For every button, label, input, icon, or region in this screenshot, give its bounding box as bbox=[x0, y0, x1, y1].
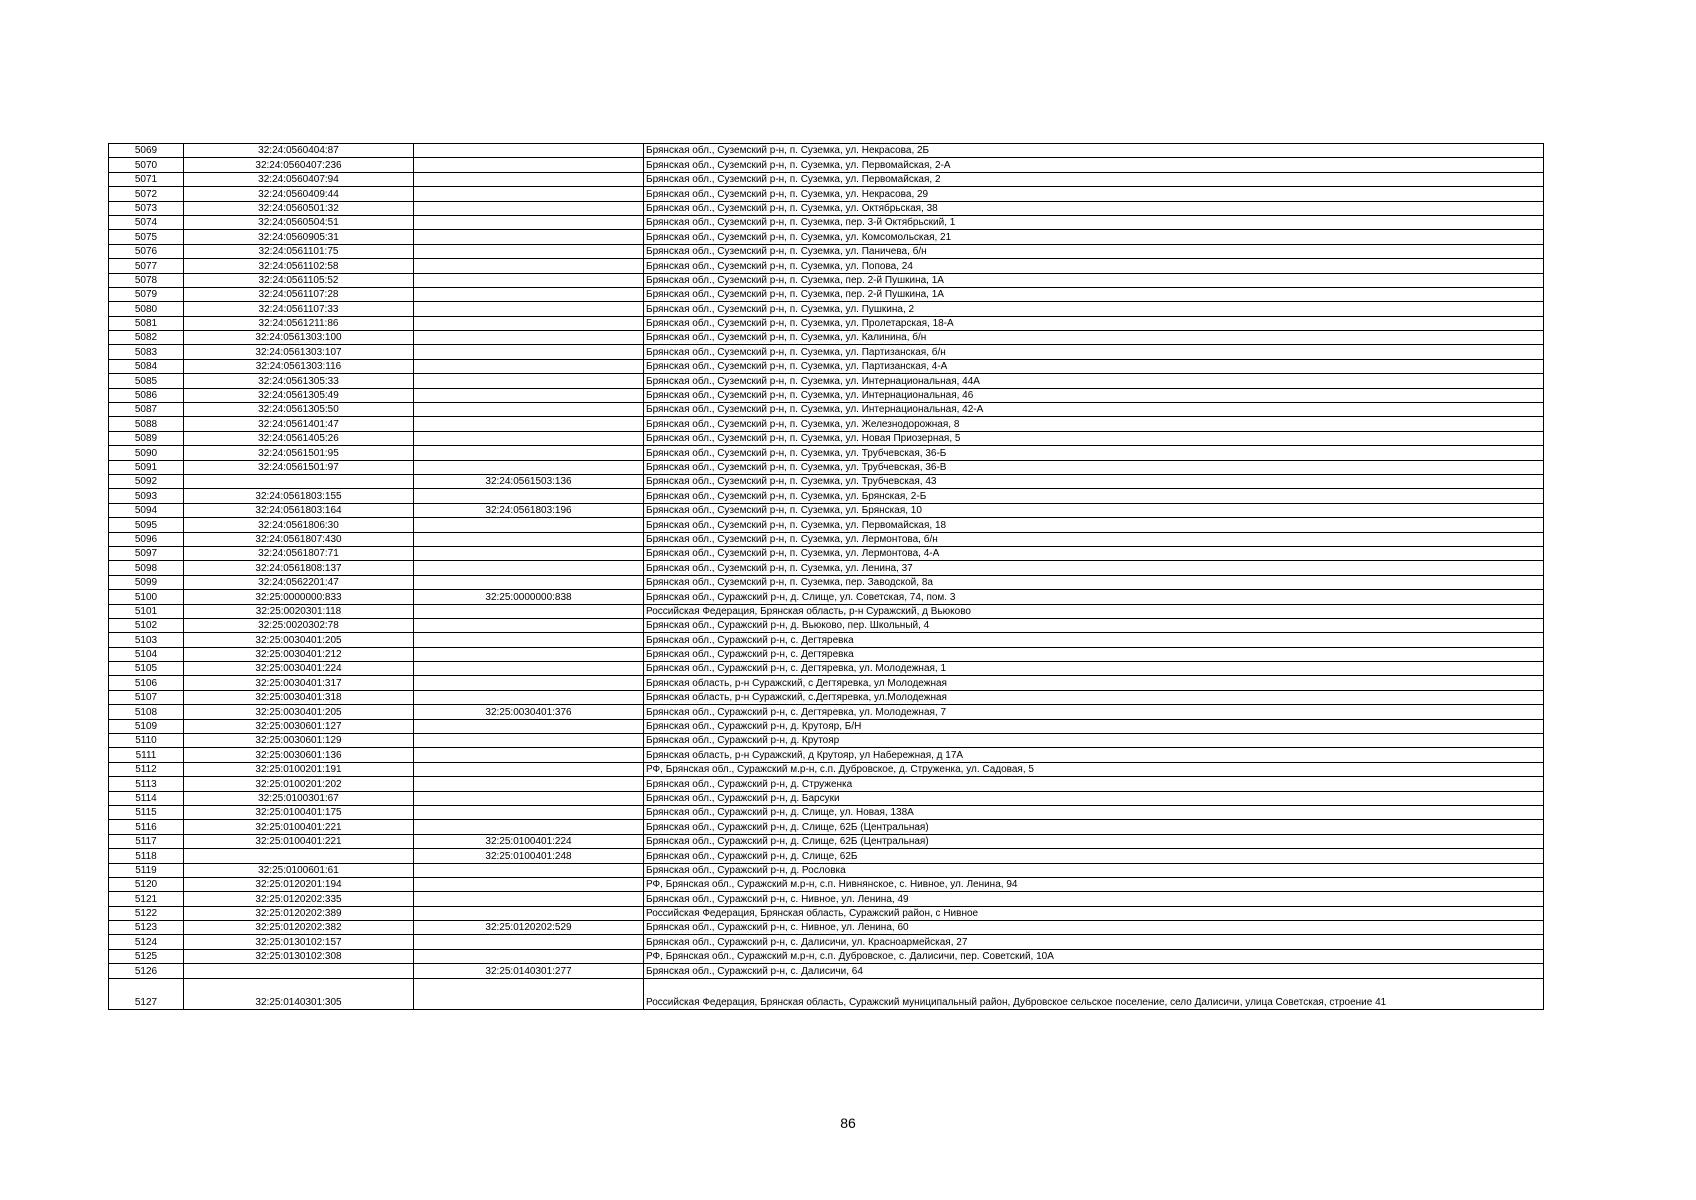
table-row bbox=[109, 604, 1544, 618]
table-row bbox=[109, 144, 1544, 158]
table-row bbox=[109, 474, 1544, 488]
row-number-cell: 5095 bbox=[109, 518, 184, 532]
related-cadastral-number-cell bbox=[414, 791, 644, 805]
page-number: 86 bbox=[840, 1115, 856, 1131]
row-number-cell: 5107 bbox=[109, 690, 184, 704]
address-cell: Брянская обл., Суземский р-н, п. Суземка, ул. Новая Приозерная, 5 bbox=[644, 431, 1544, 445]
row-number-cell: 5100 bbox=[109, 590, 184, 604]
address-cell: Брянская обл., Суземский р-н, п. Суземка, ул. Партизанская, б/н bbox=[644, 345, 1544, 359]
table-row bbox=[109, 273, 1544, 287]
related-cadastral-number-cell: 32:25:0000000:838 bbox=[414, 590, 644, 604]
table-row bbox=[109, 949, 1544, 963]
related-cadastral-number-cell bbox=[414, 144, 644, 158]
table-row bbox=[109, 575, 1544, 589]
cadastral-number-cell: 32:24:0560409:44 bbox=[184, 187, 414, 201]
address-cell: Брянская обл., Суземский р-н, п. Суземка, ул. Брянская, 2-Б bbox=[644, 489, 1544, 503]
row-number-cell: 5111 bbox=[109, 748, 184, 762]
related-cadastral-number-cell bbox=[414, 906, 644, 920]
related-cadastral-number-cell bbox=[414, 388, 644, 402]
related-cadastral-number-cell bbox=[414, 777, 644, 791]
row-number-cell: 5084 bbox=[109, 359, 184, 373]
row-number-cell: 5103 bbox=[109, 633, 184, 647]
table-row bbox=[109, 503, 1544, 517]
row-number-cell: 5116 bbox=[109, 820, 184, 834]
table-row bbox=[109, 302, 1544, 316]
address-cell: Брянская обл., Суземский р-н, п. Суземка, ул. Партизанская, 4-А bbox=[644, 359, 1544, 373]
related-cadastral-number-cell bbox=[414, 820, 644, 834]
address-cell: Брянская обл., Суземский р-н, п. Суземка, ул. Некрасова, 29 bbox=[644, 187, 1544, 201]
address-cell: Брянская обл., Суражский р-н, д. Барсуки bbox=[644, 791, 1544, 805]
related-cadastral-number-cell bbox=[414, 518, 644, 532]
cadastral-number-cell: 32:25:0100401:175 bbox=[184, 805, 414, 819]
related-cadastral-number-cell bbox=[414, 949, 644, 963]
table-body bbox=[109, 144, 1544, 1010]
cadastral-number-cell: 32:25:0120201:194 bbox=[184, 877, 414, 891]
table-row bbox=[109, 388, 1544, 402]
cadastral-number-cell: 32:24:0561501:95 bbox=[184, 446, 414, 460]
address-cell: Брянская обл., Суземский р-н, п. Суземка, ул. Пролетарская, 18-А bbox=[644, 316, 1544, 330]
cadastral-number-cell: 32:24:0561401:47 bbox=[184, 417, 414, 431]
related-cadastral-number-cell bbox=[414, 748, 644, 762]
related-cadastral-number-cell bbox=[414, 892, 644, 906]
row-number-cell: 5088 bbox=[109, 417, 184, 431]
cadastral-number-cell: 32:24:0561107:28 bbox=[184, 287, 414, 301]
related-cadastral-number-cell: 32:25:0100401:248 bbox=[414, 849, 644, 863]
table-row bbox=[109, 460, 1544, 474]
cadastral-number-cell: 32:25:0020302:78 bbox=[184, 618, 414, 632]
row-number-cell: 5082 bbox=[109, 331, 184, 345]
address-cell: Брянская обл., Суземский р-н, п. Суземка, ул. Трубчевская, 43 bbox=[644, 474, 1544, 488]
cadastral-number-cell bbox=[184, 964, 414, 978]
cadastral-number-cell: 32:24:0561501:97 bbox=[184, 460, 414, 474]
row-number-cell: 5086 bbox=[109, 388, 184, 402]
address-cell: Брянская обл., Суражский р-н, д. Рословка bbox=[644, 863, 1544, 877]
table-row bbox=[109, 762, 1544, 776]
cadastral-number-cell: 32:24:0561405:26 bbox=[184, 431, 414, 445]
cadastral-number-cell: 32:24:0562201:47 bbox=[184, 575, 414, 589]
cadastral-number-cell: 32:24:0561303:100 bbox=[184, 331, 414, 345]
table-row bbox=[109, 748, 1544, 762]
row-number-cell: 5083 bbox=[109, 345, 184, 359]
table-row bbox=[109, 187, 1544, 201]
address-cell: Брянская обл., Суземский р-н, п. Суземка, ул. Пушкина, 2 bbox=[644, 302, 1544, 316]
related-cadastral-number-cell bbox=[414, 647, 644, 661]
cadastral-number-cell bbox=[184, 849, 414, 863]
related-cadastral-number-cell bbox=[414, 230, 644, 244]
table-row bbox=[109, 705, 1544, 719]
cadastral-number-cell: 32:25:0120202:335 bbox=[184, 892, 414, 906]
row-number-cell: 5104 bbox=[109, 647, 184, 661]
row-number-cell: 5091 bbox=[109, 460, 184, 474]
address-cell: Брянская обл., Суражский р-н, д. Слище, 62Б (Центральная) bbox=[644, 820, 1544, 834]
related-cadastral-number-cell bbox=[414, 604, 644, 618]
cadastral-number-cell: 32:25:0100201:191 bbox=[184, 762, 414, 776]
address-cell: РФ, Брянская обл., Суражский м.р-н, с.п. Дубровское, д. Струженка, ул. Садовая, 5 bbox=[644, 762, 1544, 776]
property-table-container bbox=[108, 143, 1543, 1010]
row-number-cell: 5077 bbox=[109, 259, 184, 273]
address-cell: РФ, Брянская обл., Суражский м.р-н, с.п. Дубровское, с. Далисичи, пер. Советский, 10А bbox=[644, 949, 1544, 963]
row-number-cell: 5124 bbox=[109, 935, 184, 949]
table-row bbox=[109, 892, 1544, 906]
cadastral-number-cell: 32:24:0561806:30 bbox=[184, 518, 414, 532]
table-row bbox=[109, 259, 1544, 273]
table-row bbox=[109, 546, 1544, 560]
cadastral-number-cell: 32:25:0020301:118 bbox=[184, 604, 414, 618]
row-number-cell: 5108 bbox=[109, 705, 184, 719]
cadastral-number-cell: 32:25:0100201:202 bbox=[184, 777, 414, 791]
cadastral-number-cell: 32:24:0560407:236 bbox=[184, 158, 414, 172]
related-cadastral-number-cell bbox=[414, 662, 644, 676]
row-number-cell: 5080 bbox=[109, 302, 184, 316]
row-number-cell: 5089 bbox=[109, 431, 184, 445]
table-row bbox=[109, 734, 1544, 748]
table-row bbox=[109, 215, 1544, 229]
address-cell: Брянская обл., Суражский р-н, с. Нивное, ул. Ленина, 49 bbox=[644, 892, 1544, 906]
table-row bbox=[109, 906, 1544, 920]
address-cell: Брянская обл., Суземский р-н, п. Суземка, ул. Железнодорожная, 8 bbox=[644, 417, 1544, 431]
row-number-cell: 5072 bbox=[109, 187, 184, 201]
related-cadastral-number-cell: 32:25:0140301:277 bbox=[414, 964, 644, 978]
cadastral-number-cell: 32:24:0561807:71 bbox=[184, 546, 414, 560]
related-cadastral-number-cell bbox=[414, 215, 644, 229]
row-number-cell: 5121 bbox=[109, 892, 184, 906]
address-cell: Брянская обл., Суражский р-н, д. Крутояр, Б/Н bbox=[644, 719, 1544, 733]
table-row bbox=[109, 489, 1544, 503]
cadastral-number-cell: 32:24:0560501:32 bbox=[184, 201, 414, 215]
row-number-cell: 5081 bbox=[109, 316, 184, 330]
row-number-cell: 5105 bbox=[109, 662, 184, 676]
row-number-cell: 5109 bbox=[109, 719, 184, 733]
related-cadastral-number-cell bbox=[414, 316, 644, 330]
address-cell: Брянская обл., Суземский р-н, п. Суземка, пер. 3-й Октябрьский, 1 bbox=[644, 215, 1544, 229]
related-cadastral-number-cell bbox=[414, 302, 644, 316]
row-number-cell: 5087 bbox=[109, 403, 184, 417]
row-number-cell: 5097 bbox=[109, 546, 184, 560]
row-number-cell: 5118 bbox=[109, 849, 184, 863]
related-cadastral-number-cell bbox=[414, 546, 644, 560]
address-cell: Брянская обл., Суземский р-н, п. Суземка, пер. 2-й Пушкина, 1А bbox=[644, 287, 1544, 301]
cadastral-number-cell: 32:24:0561808:137 bbox=[184, 561, 414, 575]
row-number-cell: 5101 bbox=[109, 604, 184, 618]
related-cadastral-number-cell bbox=[414, 575, 644, 589]
cadastral-number-cell: 32:25:0030601:136 bbox=[184, 748, 414, 762]
row-number-cell: 5102 bbox=[109, 618, 184, 632]
cadastral-number-cell: 32:24:0561107:33 bbox=[184, 302, 414, 316]
cadastral-number-cell: 32:25:0030401:205 bbox=[184, 633, 414, 647]
row-number-cell: 5071 bbox=[109, 172, 184, 186]
related-cadastral-number-cell bbox=[414, 489, 644, 503]
cadastral-number-cell: 32:25:0140301:305 bbox=[184, 978, 414, 1009]
address-cell: Брянская обл., Суражский р-н, с. Дегтяревка, ул. Молодежная, 1 bbox=[644, 662, 1544, 676]
table-row bbox=[109, 863, 1544, 877]
cadastral-number-cell: 32:24:0560504:51 bbox=[184, 215, 414, 229]
table-row bbox=[109, 158, 1544, 172]
address-cell: Брянская обл., Суземский р-н, п. Суземка, ул. Некрасова, 2Б bbox=[644, 144, 1544, 158]
address-cell: Брянская обл., Суземский р-н, п. Суземка, ул. Интернациональная, 42-А bbox=[644, 403, 1544, 417]
cadastral-number-cell bbox=[184, 474, 414, 488]
cadastral-number-cell: 32:24:0560404:87 bbox=[184, 144, 414, 158]
cadastral-number-cell: 32:25:0030601:129 bbox=[184, 734, 414, 748]
row-number-cell: 5117 bbox=[109, 834, 184, 848]
address-cell: Брянская обл., Суземский р-н, п. Суземка, пер. Заводской, 8а bbox=[644, 575, 1544, 589]
address-cell: Брянская обл., Суражский р-н, с. Дегтяревка bbox=[644, 633, 1544, 647]
address-cell: Брянская область, р-н Суражский, д Крутояр, ул Набережная, д 17А bbox=[644, 748, 1544, 762]
table-row bbox=[109, 719, 1544, 733]
related-cadastral-number-cell bbox=[414, 345, 644, 359]
row-number-cell: 5114 bbox=[109, 791, 184, 805]
row-number-cell: 5070 bbox=[109, 158, 184, 172]
row-number-cell: 5092 bbox=[109, 474, 184, 488]
address-cell: Брянская обл., Суземский р-н, п. Суземка, ул. Лермонтова, 4-А bbox=[644, 546, 1544, 560]
related-cadastral-number-cell bbox=[414, 201, 644, 215]
row-number-cell: 5093 bbox=[109, 489, 184, 503]
related-cadastral-number-cell bbox=[414, 676, 644, 690]
cadastral-number-cell: 32:25:0130102:157 bbox=[184, 935, 414, 949]
cadastral-number-cell: 32:24:0561305:50 bbox=[184, 403, 414, 417]
related-cadastral-number-cell: 32:25:0120202:529 bbox=[414, 921, 644, 935]
address-cell: Российская Федерация, Брянская область, р-н Суражский, д Вьюково bbox=[644, 604, 1544, 618]
related-cadastral-number-cell: 32:25:0100401:224 bbox=[414, 834, 644, 848]
row-number-cell: 5113 bbox=[109, 777, 184, 791]
cadastral-number-cell: 32:25:0030401:224 bbox=[184, 662, 414, 676]
related-cadastral-number-cell bbox=[414, 978, 644, 1009]
related-cadastral-number-cell bbox=[414, 403, 644, 417]
row-number-cell: 5123 bbox=[109, 921, 184, 935]
related-cadastral-number-cell bbox=[414, 935, 644, 949]
table-row bbox=[109, 849, 1544, 863]
address-cell: Брянская обл., Суражский р-н, д. Слище, ул. Советская, 74, пом. 3 bbox=[644, 590, 1544, 604]
table-row bbox=[109, 316, 1544, 330]
table-row bbox=[109, 590, 1544, 604]
related-cadastral-number-cell bbox=[414, 287, 644, 301]
address-cell: Брянская обл., Суражский р-н, с. Далисичи, ул. Красноармейская, 27 bbox=[644, 935, 1544, 949]
cadastral-number-cell: 32:24:0560905:31 bbox=[184, 230, 414, 244]
table-row bbox=[109, 403, 1544, 417]
table-row bbox=[109, 431, 1544, 445]
address-cell: Брянская обл., Суражский р-н, д. Слище, ул. Новая, 138А bbox=[644, 805, 1544, 819]
row-number-cell: 5096 bbox=[109, 532, 184, 546]
row-number-cell: 5073 bbox=[109, 201, 184, 215]
row-number-cell: 5125 bbox=[109, 949, 184, 963]
address-cell: Брянская обл., Суражский р-н, с. Нивное, ул. Ленина, 60 bbox=[644, 921, 1544, 935]
address-cell: Брянская обл., Суземский р-н, п. Суземка, ул. Первомайская, 2 bbox=[644, 172, 1544, 186]
row-number-cell: 5122 bbox=[109, 906, 184, 920]
cadastral-number-cell: 32:24:0560407:94 bbox=[184, 172, 414, 186]
address-cell: Брянская обл., Суземский р-н, п. Суземка, ул. Ленина, 37 bbox=[644, 561, 1544, 575]
cadastral-number-cell: 32:24:0561803:164 bbox=[184, 503, 414, 517]
address-cell: Брянская обл., Суземский р-н, п. Суземка, ул. Первомайская, 2-А bbox=[644, 158, 1544, 172]
table-row bbox=[109, 662, 1544, 676]
address-cell: Брянская обл., Суземский р-н, п. Суземка, ул. Попова, 24 bbox=[644, 259, 1544, 273]
row-number-cell: 5099 bbox=[109, 575, 184, 589]
table-row bbox=[109, 805, 1544, 819]
address-cell: Брянская обл., Суземский р-н, п. Суземка, ул. Октябрьская, 38 bbox=[644, 201, 1544, 215]
address-cell: Брянская обл., Суражский р-н, с. Дегтяревка, ул. Молодежная, 7 bbox=[644, 705, 1544, 719]
address-cell: Брянская обл., Суземский р-н, п. Суземка, ул. Первомайская, 18 bbox=[644, 518, 1544, 532]
table-row bbox=[109, 877, 1544, 891]
address-cell: Брянская область, р-н Суражский, с Дегтяревка, ул Молодежная bbox=[644, 676, 1544, 690]
table-row bbox=[109, 518, 1544, 532]
address-cell: Брянская обл., Суземский р-н, п. Суземка, ул. Трубчевская, 36-Б bbox=[644, 446, 1544, 460]
cadastral-number-cell: 32:24:0561803:155 bbox=[184, 489, 414, 503]
table-row bbox=[109, 978, 1544, 1009]
cadastral-number-cell: 32:25:0130102:308 bbox=[184, 949, 414, 963]
address-cell: Брянская обл., Суземский р-н, п. Суземка, ул. Лермонтова, б/н bbox=[644, 532, 1544, 546]
related-cadastral-number-cell bbox=[414, 431, 644, 445]
related-cadastral-number-cell bbox=[414, 359, 644, 373]
row-number-cell: 5090 bbox=[109, 446, 184, 460]
table-row bbox=[109, 287, 1544, 301]
address-cell: Брянская обл., Суземский р-н, п. Суземка, ул. Паничева, б/н bbox=[644, 244, 1544, 258]
address-cell: Брянская обл., Суземский р-н, п. Суземка, ул. Брянская, 10 bbox=[644, 503, 1544, 517]
table-row bbox=[109, 532, 1544, 546]
cadastral-number-cell: 32:25:0100401:221 bbox=[184, 834, 414, 848]
table-row bbox=[109, 331, 1544, 345]
table-row bbox=[109, 935, 1544, 949]
table-row bbox=[109, 172, 1544, 186]
property-table bbox=[108, 143, 1544, 1010]
table-row bbox=[109, 633, 1544, 647]
table-row bbox=[109, 647, 1544, 661]
address-cell: Брянская обл., Суражский р-н, с. Дегтяревка bbox=[644, 647, 1544, 661]
cadastral-number-cell: 32:25:0030401:205 bbox=[184, 705, 414, 719]
row-number-cell: 5078 bbox=[109, 273, 184, 287]
related-cadastral-number-cell bbox=[414, 187, 644, 201]
table-row bbox=[109, 417, 1544, 431]
related-cadastral-number-cell bbox=[414, 561, 644, 575]
table-row bbox=[109, 345, 1544, 359]
address-cell: Брянская обл., Суражский р-н, с. Далисичи, 64 bbox=[644, 964, 1544, 978]
related-cadastral-number-cell bbox=[414, 259, 644, 273]
row-number-cell: 5075 bbox=[109, 230, 184, 244]
table-row bbox=[109, 244, 1544, 258]
cadastral-number-cell: 32:25:0100601:61 bbox=[184, 863, 414, 877]
related-cadastral-number-cell: 32:25:0030401:376 bbox=[414, 705, 644, 719]
cadastral-number-cell: 32:24:0561101:75 bbox=[184, 244, 414, 258]
table-row bbox=[109, 561, 1544, 575]
table-row bbox=[109, 820, 1544, 834]
row-number-cell: 5119 bbox=[109, 863, 184, 877]
row-number-cell: 5098 bbox=[109, 561, 184, 575]
related-cadastral-number-cell bbox=[414, 374, 644, 388]
row-number-cell: 5126 bbox=[109, 964, 184, 978]
table-row bbox=[109, 964, 1544, 978]
row-number-cell: 5076 bbox=[109, 244, 184, 258]
row-number-cell: 5085 bbox=[109, 374, 184, 388]
cadastral-number-cell: 32:25:0030401:318 bbox=[184, 690, 414, 704]
related-cadastral-number-cell bbox=[414, 877, 644, 891]
row-number-cell: 5106 bbox=[109, 676, 184, 690]
row-number-cell: 5120 bbox=[109, 877, 184, 891]
table-row bbox=[109, 791, 1544, 805]
table-row bbox=[109, 921, 1544, 935]
related-cadastral-number-cell bbox=[414, 734, 644, 748]
row-number-cell: 5110 bbox=[109, 734, 184, 748]
address-cell: Брянская обл., Суражский р-н, д. Слище, 62Б bbox=[644, 849, 1544, 863]
address-cell: РФ, Брянская обл., Суражский м.р-н, с.п. Нивнянское, с. Нивное, ул. Ленина, 94 bbox=[644, 877, 1544, 891]
table-row bbox=[109, 618, 1544, 632]
row-number-cell: 5094 bbox=[109, 503, 184, 517]
row-number-cell: 5069 bbox=[109, 144, 184, 158]
related-cadastral-number-cell bbox=[414, 762, 644, 776]
related-cadastral-number-cell bbox=[414, 532, 644, 546]
address-cell: Брянская обл., Суражский р-н, д. Вьюково, пер. Школьный, 4 bbox=[644, 618, 1544, 632]
cadastral-number-cell: 32:24:0561807:430 bbox=[184, 532, 414, 546]
table-row bbox=[109, 359, 1544, 373]
related-cadastral-number-cell: 32:24:0561803:196 bbox=[414, 503, 644, 517]
related-cadastral-number-cell bbox=[414, 690, 644, 704]
related-cadastral-number-cell bbox=[414, 446, 644, 460]
related-cadastral-number-cell bbox=[414, 719, 644, 733]
address-cell: Брянская обл., Суземский р-н, п. Суземка, ул. Калинина, б/н bbox=[644, 331, 1544, 345]
cadastral-number-cell: 32:24:0561305:33 bbox=[184, 374, 414, 388]
table-row bbox=[109, 676, 1544, 690]
address-cell: Брянская обл., Суземский р-н, п. Суземка, пер. 2-й Пушкина, 1А bbox=[644, 273, 1544, 287]
table-row bbox=[109, 834, 1544, 848]
row-number-cell: 5079 bbox=[109, 287, 184, 301]
related-cadastral-number-cell bbox=[414, 805, 644, 819]
address-cell: Брянская обл., Суражский р-н, д. Слище, 62Б (Центральная) bbox=[644, 834, 1544, 848]
cadastral-number-cell: 32:25:0030401:317 bbox=[184, 676, 414, 690]
related-cadastral-number-cell bbox=[414, 460, 644, 474]
table-row bbox=[109, 374, 1544, 388]
cadastral-number-cell: 32:25:0100401:221 bbox=[184, 820, 414, 834]
cadastral-number-cell: 32:25:0120202:389 bbox=[184, 906, 414, 920]
related-cadastral-number-cell: 32:24:0561503:136 bbox=[414, 474, 644, 488]
cadastral-number-cell: 32:24:0561303:116 bbox=[184, 359, 414, 373]
table-row bbox=[109, 230, 1544, 244]
related-cadastral-number-cell bbox=[414, 618, 644, 632]
cadastral-number-cell: 32:24:0561102:58 bbox=[184, 259, 414, 273]
row-number-cell: 5074 bbox=[109, 215, 184, 229]
cadastral-number-cell: 32:25:0000000:833 bbox=[184, 590, 414, 604]
row-number-cell: 5115 bbox=[109, 805, 184, 819]
related-cadastral-number-cell bbox=[414, 172, 644, 186]
table-row bbox=[109, 690, 1544, 704]
cadastral-number-cell: 32:25:0030601:127 bbox=[184, 719, 414, 733]
related-cadastral-number-cell bbox=[414, 633, 644, 647]
cadastral-number-cell: 32:25:0030401:212 bbox=[184, 647, 414, 661]
row-number-cell: 5127 bbox=[109, 978, 184, 1009]
address-cell: Брянская обл., Суземский р-н, п. Суземка, ул. Комсомольская, 21 bbox=[644, 230, 1544, 244]
table-row bbox=[109, 446, 1544, 460]
related-cadastral-number-cell bbox=[414, 158, 644, 172]
row-number-cell: 5112 bbox=[109, 762, 184, 776]
related-cadastral-number-cell bbox=[414, 273, 644, 287]
address-cell: Брянская область, р-н Суражский, с.Дегтяревка, ул.Молодежная bbox=[644, 690, 1544, 704]
address-cell: Российская Федерация, Брянская область, Суражский район, с Нивное bbox=[644, 906, 1544, 920]
cadastral-number-cell: 32:24:0561303:107 bbox=[184, 345, 414, 359]
address-cell: Брянская обл., Суражский р-н, д. Крутояр bbox=[644, 734, 1544, 748]
related-cadastral-number-cell bbox=[414, 331, 644, 345]
table-row bbox=[109, 777, 1544, 791]
cadastral-number-cell: 32:25:0120202:382 bbox=[184, 921, 414, 935]
table-row bbox=[109, 201, 1544, 215]
address-cell: Брянская обл., Суземский р-н, п. Суземка, ул. Интернациональная, 44А bbox=[644, 374, 1544, 388]
cadastral-number-cell: 32:24:0561305:49 bbox=[184, 388, 414, 402]
address-cell: Брянская обл., Суземский р-н, п. Суземка, ул. Трубчевская, 36-В bbox=[644, 460, 1544, 474]
cadastral-number-cell: 32:24:0561105:52 bbox=[184, 273, 414, 287]
address-cell: Брянская обл., Суражский р-н, д. Струженка bbox=[644, 777, 1544, 791]
related-cadastral-number-cell bbox=[414, 417, 644, 431]
address-cell: Брянская обл., Суземский р-н, п. Суземка, ул. Интернациональная, 46 bbox=[644, 388, 1544, 402]
related-cadastral-number-cell bbox=[414, 244, 644, 258]
related-cadastral-number-cell bbox=[414, 863, 644, 877]
cadastral-number-cell: 32:24:0561211:86 bbox=[184, 316, 414, 330]
address-cell: Российская Федерация, Брянская область, Суражский муниципальный район, Дубровское сельское поселение, село Далисичи, улица Советская, строение 41 bbox=[644, 978, 1544, 1009]
cadastral-number-cell: 32:25:0100301:67 bbox=[184, 791, 414, 805]
